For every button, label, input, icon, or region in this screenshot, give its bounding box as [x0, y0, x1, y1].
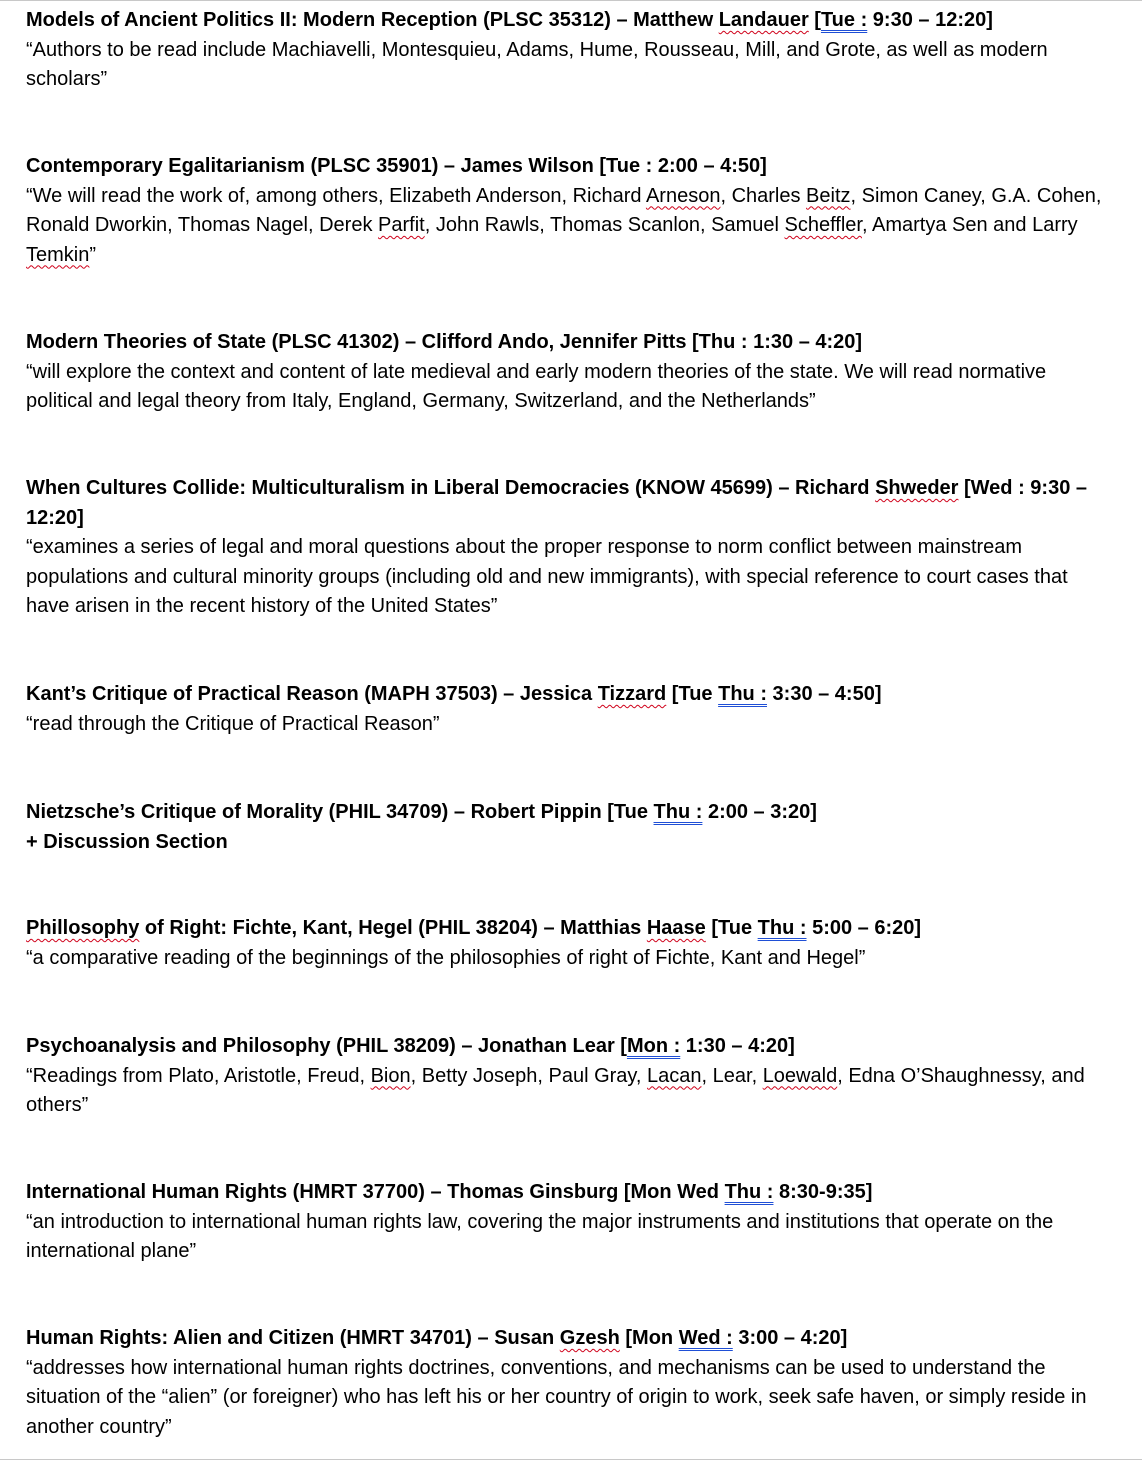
course-description: “will explore the context and content of late medieval and early modern theories of the state. We will read normative political and legal theory from Italy, England, Germany, Switzerland, and the Netherlands” — [26, 360, 1047, 412]
course-title-text: 5:00 – 6:20] — [806, 917, 922, 939]
grammar-flag: Thu : — [724, 1181, 774, 1203]
course-title-text: Human Rights: Alien and Citizen (HMRT 34701) – Susan — [26, 1327, 560, 1349]
course-description-text: , John Rawls, Thomas Scanlon, Samuel — [424, 214, 785, 236]
course-description-text: “We will read the work of, among others, Elizabeth Anderson, Richard — [26, 184, 646, 207]
spellcheck-word: Tizzard — [597, 683, 667, 705]
course-title-text: [Tue — [705, 917, 758, 939]
course-title: Contemporary Egalitarianism (PLSC 35901) – James Wilson [Tue : 2:00 – 4:50] — [26, 155, 767, 177]
course-title-text: International Human Rights (HMRT 37700) – Thomas Ginsburg [Mon Wed — [26, 1181, 725, 1203]
course-description-text: , Edna O’Shaughnessy, and others” — [26, 1064, 1085, 1116]
course-title-text: 3:30 – 4:50] — [766, 683, 882, 705]
spellcheck-word: Temkin — [26, 243, 90, 266]
spellcheck-word: Gzesh — [559, 1327, 620, 1349]
course-description: “read through the Critique of Practical Reason” — [26, 712, 440, 735]
course-description: “examines a series of legal and moral questions about the proper response to norm conflict between mainstream populations and cultural minority groups (including old and new immigrants), with special reference to court cases that have arisen in the recent history of the United States” — [26, 536, 1068, 617]
course-entry-alien-and-citizen — [26, 1324, 1116, 1442]
grammar-flag: Mon : — [626, 1035, 681, 1057]
course-entry-theories-of-state — [26, 328, 1116, 417]
spellcheck-word: Parfit — [378, 214, 425, 236]
spellcheck-word: Loewald — [762, 1064, 838, 1087]
course-description: “a comparative reading of the beginnings of the philosophies of right of Fichte, Kant and Hegel” — [26, 946, 866, 969]
spellcheck-word: Shweder — [875, 477, 959, 499]
course-title-text: 2:00 – 3:20] — [702, 801, 817, 823]
course-entry-international-human-rights — [26, 1178, 1116, 1267]
course-description-text: ” — [89, 243, 97, 266]
course-description: “an introduction to international human rights law, covering the major instruments and institutions that operate on the international plane” — [26, 1210, 1054, 1262]
course-title — [26, 1324, 1116, 1354]
course-description-text: , Simon Caney, G.A. Cohen, Ronald Dworkin, Thomas Nagel, Derek — [26, 184, 1102, 236]
spellcheck-word: Arneson — [645, 184, 721, 207]
course-title-text: Psychoanalysis and Philosophy (PHIL 38209) – Jonathan Lear [ — [26, 1035, 627, 1057]
course-title-text: Kant’s Critique of Practical Reason (MAPH 37503) – Jessica — [26, 683, 598, 705]
course-title-text: [Mon — [619, 1327, 679, 1349]
grammar-flag: Thu : — [653, 801, 703, 823]
course-entry-kant-practical-reason — [26, 680, 1116, 739]
course-title — [26, 474, 1116, 533]
course-title-text: [Tue — [666, 683, 719, 705]
spellcheck-word: Haase — [646, 917, 706, 939]
course-entry-cultures-collide — [26, 474, 1116, 622]
course-title: Modern Theories of State (PLSC 41302) – Clifford Ando, Jennifer Pitts [Thu : 1:30 – 4:20] — [26, 331, 863, 353]
course-description-text: , Amartya Sen and Larry — [861, 214, 1078, 236]
course-title-text: 9:30 – 12:20] — [867, 9, 993, 31]
course-title — [26, 1178, 1116, 1208]
spellcheck-word: Landauer — [718, 9, 809, 31]
course-description-text: , Betty Joseph, Paul Gray, — [410, 1064, 648, 1087]
grammar-flag: Tue : — [820, 9, 868, 31]
spellcheck-word: Bion — [370, 1064, 411, 1087]
course-title-text: 3:00 – 4:20] — [732, 1327, 848, 1349]
spellcheck-word: Scheffler — [784, 214, 862, 236]
course-entry-nietzsche — [26, 798, 1116, 857]
course-title-text: Nietzsche’s Critique of Morality (PHIL 34709) – Robert Pippin [Tue — [26, 801, 654, 823]
course-entry-psychoanalysis — [26, 1032, 1116, 1121]
course-title — [26, 1032, 1116, 1062]
spellcheck-word: Beitz — [806, 184, 851, 207]
course-title-text: 1:30 – 4:20] — [680, 1035, 795, 1057]
course-description — [26, 1062, 1116, 1121]
grammar-flag: Thu : — [718, 683, 767, 705]
course-title-text: Models of Ancient Politics II: Modern Reception (PLSC 35312) – Matthew — [26, 9, 719, 31]
grammar-flag: Wed : — [678, 1327, 733, 1349]
course-title — [26, 6, 1116, 36]
course-description — [26, 182, 1116, 271]
course-description-text: , Lear, — [701, 1064, 763, 1087]
course-entry-egalitarianism — [26, 152, 1116, 270]
course-title — [26, 798, 1116, 828]
course-title-text: When Cultures Collide: Multiculturalism in Liberal Democracies (KNOW 45699) – Richard — [26, 477, 876, 499]
course-title-text: 8:30-9:35] — [773, 1181, 873, 1203]
spellcheck-word: Phillosophy — [26, 917, 140, 939]
course-description-text: “Readings from Plato, Aristotle, Freud, — [26, 1064, 371, 1087]
course-title-line-2: + Discussion Section — [26, 830, 228, 853]
course-description-text: , Charles — [720, 184, 807, 207]
course-description: “addresses how international human rights doctrines, conventions, and mechanisms can be used to understand the situation of the “alien” (or foreigner) who has left his or her country of origin to work, seek safe haven, or simply reside in another country” — [26, 1356, 1087, 1438]
course-entry-ancient-politics — [26, 6, 1116, 95]
course-entry-philosophy-of-right — [26, 914, 1116, 973]
course-title-text: of Right: Fichte, Kant, Hegel (PHIL 38204) – Matthias — [139, 917, 647, 939]
course-description: “Authors to be read include Machiavelli, Montesquieu, Adams, Hume, Rousseau, Mill, and Grote, as well as modern scholars” — [26, 38, 1048, 90]
course-title — [26, 680, 1116, 710]
grammar-flag: Thu : — [757, 917, 807, 939]
course-title — [26, 914, 1116, 944]
spellcheck-word: Lacan — [647, 1064, 702, 1087]
course-title-text: [Wed : 9:30 – 12:20] — [26, 477, 1087, 529]
course-title-text: [ — [808, 9, 821, 31]
